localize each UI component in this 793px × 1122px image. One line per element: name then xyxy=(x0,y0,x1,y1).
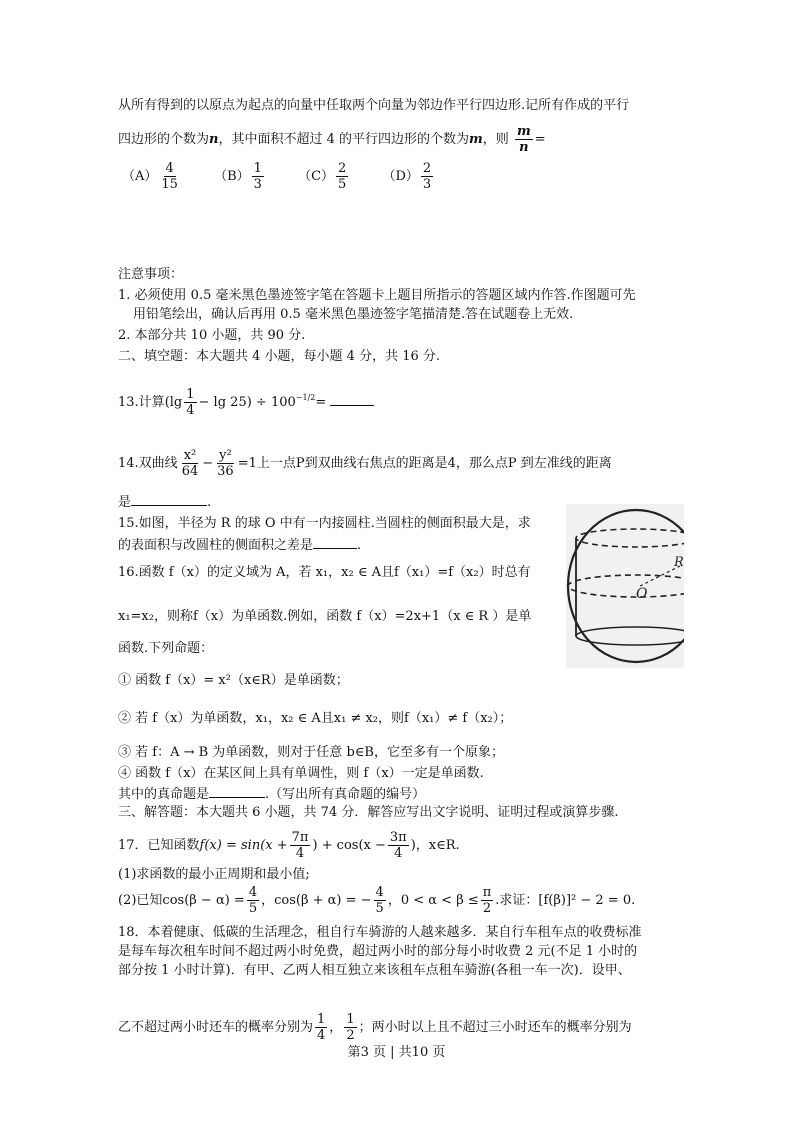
q12-var-n: n xyxy=(209,132,219,147)
label-o: O xyxy=(636,586,648,602)
notes-item1-line2: 用铅笔绘出，确认后再用 0.5 毫米黑色墨迹签字笔描清楚.答在试题卷上无效. xyxy=(133,307,574,322)
q14-minus: − xyxy=(202,456,214,471)
q16-answer-line xyxy=(118,785,425,804)
q13-exponent: −1/2 xyxy=(295,393,316,402)
q16-answer-blank[interactable] xyxy=(209,785,265,798)
label-r: R xyxy=(674,555,684,570)
q16-proposition-2: ② 若 f（x）为单函数，x₁，x₂ ∈ A且x₁ ≠ x₂，则f（x₁）≠ f（x₂）； xyxy=(118,711,513,726)
q17-part2 xyxy=(118,885,635,916)
q17-suffix: )，x∈R. xyxy=(410,838,460,853)
sphere-figure-svg xyxy=(566,504,684,668)
q12-line2-text-c: ，则 xyxy=(482,132,509,147)
q14-rest: =1上一点P到双曲线右焦点的距离是4，那么点P 到左准线的距离 xyxy=(237,456,612,471)
notes-heading: 注意事项： xyxy=(118,267,184,282)
notes-item2: 2. 本部分共 10 小题，共 90 分. xyxy=(118,328,306,343)
q18-line2: 是每车每次租车时间不超过两小时免费，超过两小时的部分每小时收费 2 元(不足 1 小时的 xyxy=(118,944,638,959)
q18-line4-a: 乙不超过两小时还车的概率分别为 xyxy=(118,1020,314,1035)
q14-line1 xyxy=(118,448,612,479)
q17-fraction-1: $\frac{7\pi}{4}$ xyxy=(291,830,309,861)
q18-line4-b: ；两小时以上且不超过三小时还车的概率分别为 xyxy=(358,1020,632,1035)
q17-part2-fraction-3: $\frac{\pi}{2}$ xyxy=(482,885,492,916)
notes-item1-line1: 1. 必须使用 0.5 毫米黑色墨迹签字笔在答题卡上题目所指示的答题区域内作答.作图题可先 xyxy=(118,288,636,303)
section2-heading: 二、填空题：本大题共 4 小题，每小题 4 分，共 16 分. xyxy=(118,349,441,364)
q12-options xyxy=(122,161,463,192)
q12-equals: = xyxy=(534,132,546,147)
q15-line2-text: 的表面积与改圆柱的侧面积之差是 xyxy=(118,538,314,553)
q18-line1: 18．本着健康、低碳的生活理念，租自行车骑游的人越来越多．某自行车租车点的收费标准 xyxy=(118,925,642,940)
q15-line2: 的表面积与改圆柱的侧面积之差是 . xyxy=(118,538,362,553)
q13-lg: (lg xyxy=(164,395,183,410)
q16-line2: x₁=x₂，则称f（x）为单函数.例如，函数 f（x）=2x+1（x ∈ R ）是单 xyxy=(118,609,532,624)
q16-answer-text-a: 其中的真命题是 xyxy=(118,787,210,802)
q14-fraction-y: $\frac{\text{y²}}{36}$ xyxy=(217,448,234,479)
sphere-cylinder-figure xyxy=(566,504,684,668)
page-footer: 第3 页 | 共10 页 xyxy=(347,1045,446,1060)
q13-prefix: 13.计算 xyxy=(118,395,165,410)
q16-line1: 16.函数 f（x）的定义域为 A，若 x₁，x₂ ∈ A且f（x₁）=f（x₂）时总有 xyxy=(118,565,531,580)
q17-line1 xyxy=(118,830,460,861)
q18-fraction-1: $\frac{1}{4}$ xyxy=(317,1012,326,1043)
q17-prefix: 17．已知函数 xyxy=(118,838,200,853)
q16-proposition-4: ④ 函数 f（x）在某区间上具有单调性，则 f（x）一定是单函数. xyxy=(118,766,484,781)
q14-line2-text: 是 xyxy=(118,495,132,510)
q18-line4 xyxy=(118,1012,632,1043)
q15-answer-blank[interactable] xyxy=(313,536,357,549)
option-d: （D） $\frac{2}{3}$ xyxy=(382,161,432,192)
q13 xyxy=(118,387,374,418)
q17-function: f(x) = sin(x + xyxy=(199,838,288,853)
q17-part2-b: ，cos(β + α) = − xyxy=(261,893,372,908)
q12-line2 xyxy=(118,124,546,155)
q13-mid: − lg 25) ÷ 100 xyxy=(198,395,296,410)
q12-var-m: m xyxy=(469,132,483,147)
q12-fraction-m-over-n: $\frac{m}{n}$ xyxy=(516,124,531,155)
option-a: （A） $\frac{4}{15}$ xyxy=(122,161,178,192)
q17-part2-a: (2)已知cos(β − α) = xyxy=(118,893,245,908)
section3-heading: 三、解答题：本大题共 6 小题，共 74 分．解答应写出文字说明、证明过程或演算步骤. xyxy=(118,805,619,820)
q17-part2-fraction-2: $\frac{4}{5}$ xyxy=(375,885,384,916)
q18-separator: ， xyxy=(329,1020,343,1035)
q14-prefix: 14.双曲线 xyxy=(118,456,178,471)
option-c: （C） $\frac{2}{5}$ xyxy=(298,161,347,192)
cylinder-bottom-ellipse xyxy=(576,627,684,645)
q17-part2-fraction-1: $\frac{4}{5}$ xyxy=(248,885,258,916)
q14-answer-blank[interactable] xyxy=(131,493,207,506)
q13-equals: = xyxy=(315,395,327,410)
q12-line2-text-b: ，其中面积不超过 4 的平行四边形的个数为 xyxy=(218,132,470,147)
q16-line3: 函数.下列命题： xyxy=(118,641,214,656)
q16-proposition-3: ③ 若 f：A → B 为单函数，则对于任意 b∈B，它至多有一个原象； xyxy=(118,745,504,760)
q13-answer-blank[interactable] xyxy=(330,393,374,406)
q17-part2-d: .求证：[f(β)]² − 2 = 0. xyxy=(495,893,636,908)
q14-fraction-x: $\frac{\text{x²}}{64}$ xyxy=(181,448,199,479)
q17-fraction-2: $\frac{3\pi}{4}$ xyxy=(389,830,407,861)
q17-part2-c: ，0 < α < β ≤ xyxy=(387,893,479,908)
q13-fraction: $\frac{1}{4}$ xyxy=(186,387,195,418)
q14-line2: 是 . xyxy=(118,495,212,510)
q12-line2-text-a: 四边形的个数为 xyxy=(118,132,210,147)
q18-fraction-2: $\frac{1}{2}$ xyxy=(346,1012,355,1043)
sphere-equator xyxy=(568,575,684,597)
q18-line3: 部分按 1 小时计算)．有甲、乙两人相互独立来该租车点租车骑游(各租一车一次)．设甲、 xyxy=(118,963,631,978)
q15-line1: 15.如图，半径为 R 的球 O 中有一内接圆柱.当圆柱的侧面积最大是，求 xyxy=(118,516,531,531)
cylinder-top-ellipse xyxy=(576,529,684,547)
option-b: （B） $\frac{1}{3}$ xyxy=(214,161,262,192)
q12-line1: 从所有得到的以原点为起点的向量中任取两个向量为邻边作平行四边形.记所有作成的平行 xyxy=(118,98,630,113)
q17-mid: ) + cos(x − xyxy=(312,838,386,853)
q16-proposition-1: ① 函数 f（x）= x²（x∈R）是单函数； xyxy=(118,673,349,688)
q17-part1: (1)求函数的最小正周期和最小值; xyxy=(118,867,310,882)
q16-answer-text-b: .（写出所有真命题的编号） xyxy=(265,787,426,802)
